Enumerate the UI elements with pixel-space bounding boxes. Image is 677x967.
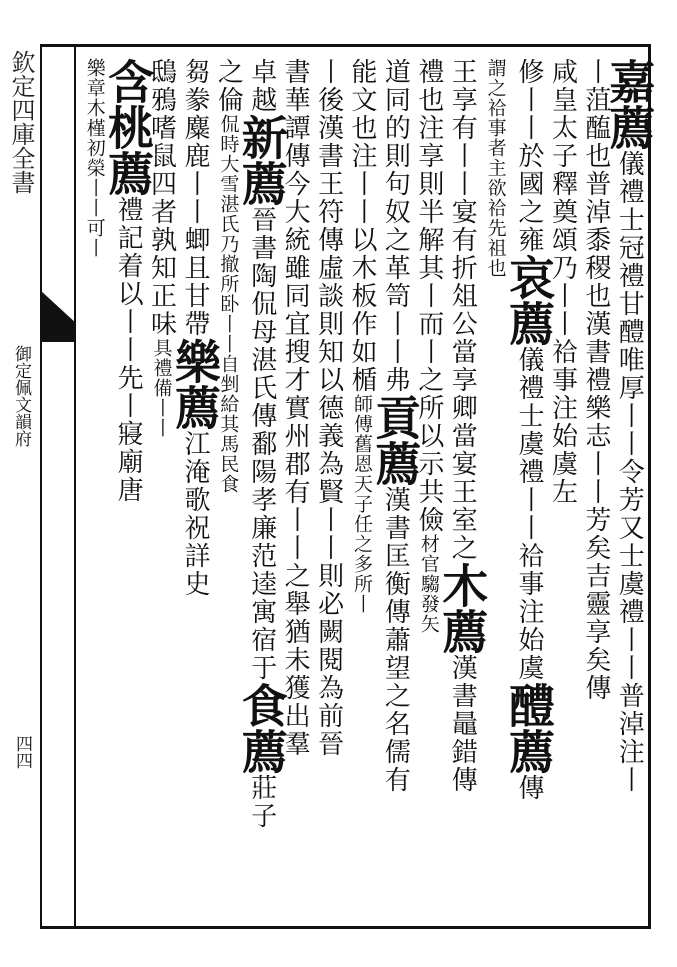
small-annotation: 謂之祫事者主欲祫先祖也 bbox=[484, 58, 507, 278]
margin-rule bbox=[74, 44, 76, 929]
small-annotation: 材官騶發矢 bbox=[417, 534, 440, 634]
entry-headword: 食薦 bbox=[234, 682, 289, 774]
text-column bbox=[602, 58, 657, 938]
body-text: 能文也注丨丨以木板作如楯 bbox=[347, 58, 377, 394]
text-column bbox=[368, 58, 423, 938]
small-annotation: 樂章木槿初榮丨丨可丨 bbox=[83, 58, 106, 258]
body-text: 江淹歌祝詳史 bbox=[179, 430, 210, 598]
body-text: 之倫 bbox=[213, 58, 244, 114]
entry-headword: 嘉薦 bbox=[602, 58, 657, 150]
text-column bbox=[411, 58, 447, 938]
body-text: 丨菹醢也普淖黍稷也漢書禮樂志丨丨芳矣吉靈享矣傳 bbox=[580, 58, 611, 702]
text-column bbox=[167, 58, 222, 938]
body-text: 鴟鴉嗜鼠四者孰知正味 bbox=[146, 58, 177, 338]
small-annotation: 民食 bbox=[217, 454, 240, 494]
text-column bbox=[435, 58, 490, 938]
body-text: 儀禮士冠禮甘醴唯厚丨丨令芳又士虞禮丨丨普淖注丨 bbox=[614, 150, 645, 794]
body-text: 芻豢麋鹿丨丨蝍且甘帶 bbox=[179, 58, 210, 338]
body-text: 禮記着以丨丨先丨寢廟唐 bbox=[113, 196, 144, 504]
left-border-rule bbox=[40, 44, 42, 929]
text-column bbox=[478, 58, 514, 938]
body-text: 漢書匡衡傳蕭望之名儒有 bbox=[380, 486, 411, 794]
text-column bbox=[77, 58, 113, 938]
body-text: 道同的則句奴之革笥丨丨弗 bbox=[380, 58, 411, 394]
body-text: 晉書陶侃母湛氏傳鄱陽孝廉范逵寓宿于 bbox=[246, 206, 277, 682]
text-column bbox=[502, 58, 557, 938]
small-annotation: 師傅舊恩天子任之多所丨 bbox=[351, 394, 373, 614]
text-column bbox=[210, 58, 246, 938]
text-column bbox=[311, 58, 347, 938]
margin-book-title: 御定佩文韻府 bbox=[11, 345, 31, 447]
entry-headword: 木薦 bbox=[435, 562, 490, 654]
text-column bbox=[544, 58, 580, 938]
body-text: 書華譚傳今大統雖同宜搜才實州郡有丨丨之舉猶未獲出羣 bbox=[280, 58, 311, 758]
body-text: 丨後漢書王符傳虛談則知以德義為賢丨丨則必闕閱為前晉 bbox=[313, 58, 344, 758]
text-column bbox=[101, 58, 156, 938]
entry-headword: 樂薦 bbox=[167, 338, 222, 430]
text-column bbox=[578, 58, 614, 938]
margin-header: 欽定四庫全書 bbox=[7, 50, 35, 194]
body-text: 莊子 bbox=[246, 774, 277, 830]
margin-page-number: 四四 bbox=[12, 735, 32, 769]
entry-headword: 含桃薦 bbox=[101, 58, 156, 196]
body-text: 漢書鼂錯傳 bbox=[447, 654, 478, 794]
body-text: 修丨丨於國之雍 bbox=[514, 58, 545, 254]
entry-headword: 哀薦 bbox=[502, 254, 557, 346]
body-text: 傳 bbox=[514, 774, 545, 802]
body-text: 卓越 bbox=[246, 58, 277, 114]
text-column bbox=[234, 58, 289, 938]
entry-headword: 醴薦 bbox=[502, 682, 557, 774]
fishtail-mark bbox=[40, 290, 74, 342]
small-annotation: 侃時大雪湛氏乃撤所卧丨丨自剉給其馬 bbox=[217, 114, 240, 454]
body-text: 咸皇太子釋奠頌乃丨丨祫事注始虞左 bbox=[547, 58, 578, 506]
body-text: 禮也注享則半解其丨而丨之所以示共儉 bbox=[413, 58, 444, 534]
text-column bbox=[344, 58, 380, 938]
entry-headword: 新薦 bbox=[234, 114, 289, 206]
right-border-rule bbox=[648, 44, 651, 929]
entry-headword: 貢薦 bbox=[368, 394, 423, 486]
small-annotation: 具禮備丨丨 bbox=[150, 338, 173, 438]
body-text: 王享有丨丨宴有折俎公當享卿當宴王室之 bbox=[447, 58, 478, 562]
body-text: 儀禮士虞禮丨丨祫事注始虞 bbox=[514, 346, 545, 682]
top-border-rule bbox=[40, 44, 650, 47]
